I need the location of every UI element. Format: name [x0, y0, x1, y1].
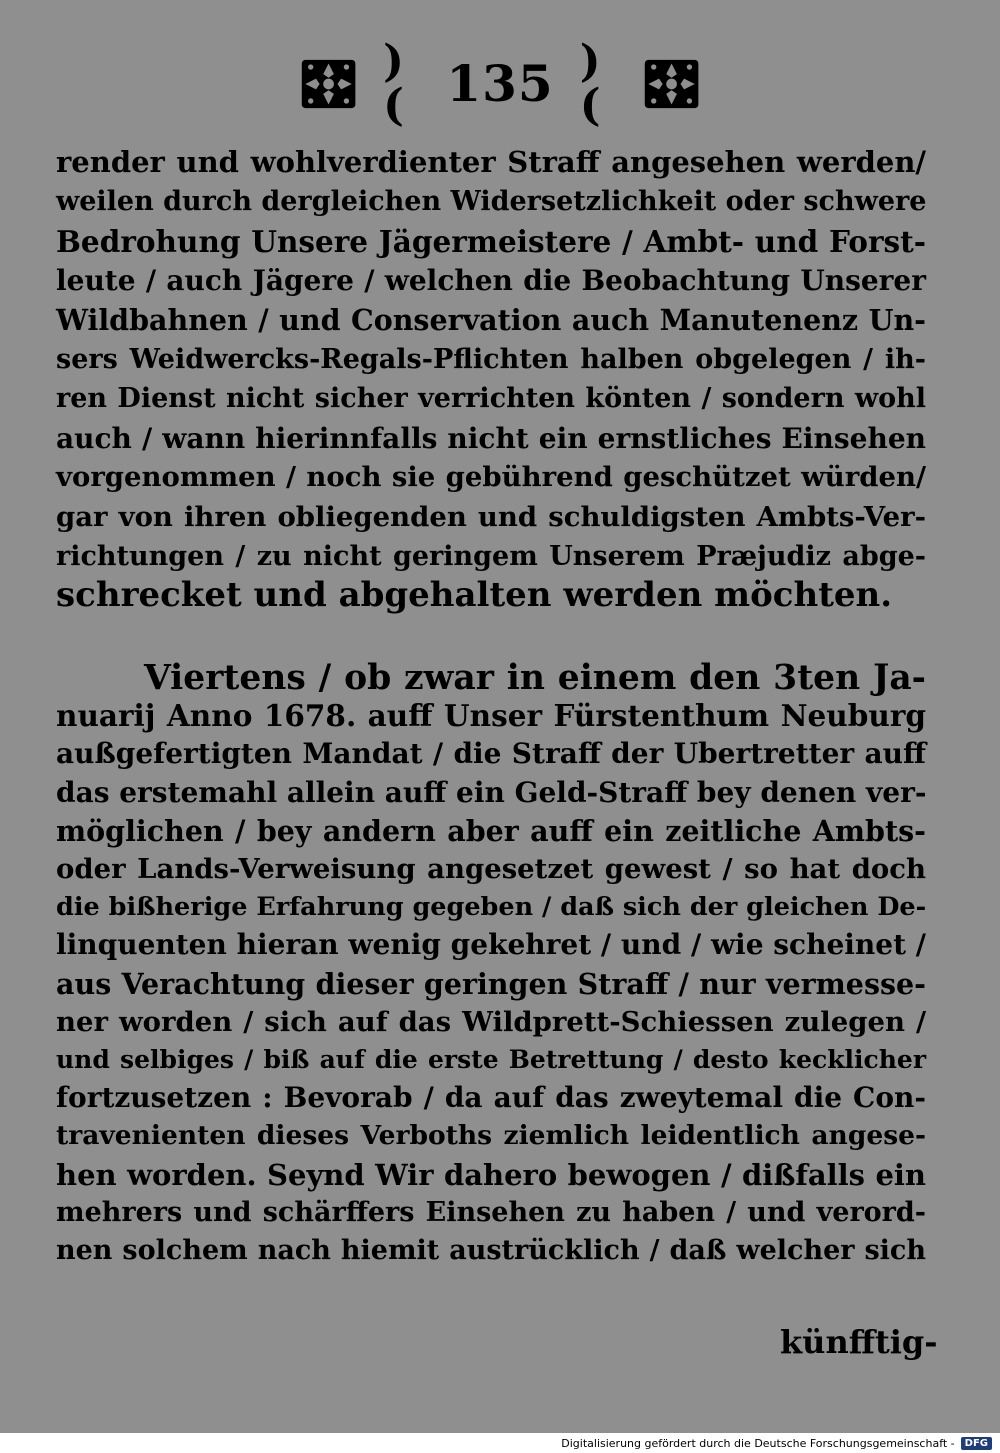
- text-line: oder Lands-Verweisung angesetzet gewest / so hat doch: [56, 853, 926, 886]
- text-line: nen solchem nach hiemit austrücklich / daß welcher sich: [56, 1235, 926, 1267]
- text-line: nuarij Anno 1678. auff Unser Fürstenthum Neuburg: [56, 698, 926, 734]
- text-line: Viertens / ob zwar in einem den 3ten Ja-: [144, 658, 926, 698]
- floral-ornament-icon: [300, 55, 357, 113]
- text-line: die bißherige Erfahrung gegeben / daß sich der gleichen De-: [56, 892, 927, 923]
- page-header: [300, 36, 700, 131]
- text-line: mehrers und schärffers Einsehen zu haben / und verord-: [56, 1196, 926, 1228]
- text-line: fortzusetzen : Bevorab / da auf das zweytemal die Con-: [56, 1081, 926, 1115]
- text-line: aus Verachtung dieser geringen Straff / nur vermesse-: [56, 966, 926, 1001]
- dfg-logo: DFG: [961, 1437, 992, 1450]
- text-line: ner worden / sich auf das Wildprett-Schiessen zulegen /: [56, 1005, 926, 1038]
- left-paren: )(: [383, 36, 404, 131]
- text-line: gar von ihren obliegenden und schuldigsten Ambts-Ver-: [56, 500, 926, 533]
- text-line: vorgenommen / noch sie gebührend geschützet würden/: [56, 461, 926, 494]
- text-line: auch / wann hierinnfalls nicht ein ernstliches Einsehen: [56, 421, 926, 455]
- text-line: richtungen / zu nicht geringem Unserem Præjudiz abge-: [56, 541, 926, 573]
- text-line: travenienten dieses Verboths ziemlich leidentlich angese-: [56, 1120, 926, 1152]
- text-line: Bedrohung Unsere Jägermeistere / Ambt- und Forst-: [56, 223, 926, 259]
- text-line: linquenten hieran wenig gekehret / und / wie scheinet /: [56, 928, 926, 962]
- right-paren: )(: [579, 36, 601, 131]
- text-line: render und wohlverdienter Straff angesehen werden/: [56, 145, 926, 179]
- text-line: möglichen / bey andern aber auff ein zeitliche Ambts-: [56, 813, 926, 848]
- footer-bar: [0, 1433, 1000, 1453]
- paragraph-1: [56, 143, 926, 616]
- text-line: weilen durch dergleichen Widersetzlichkeit oder schwere: [56, 186, 927, 218]
- text-line: hen worden. Seynd Wir dahero bewogen / dißfalls ein: [56, 1157, 926, 1192]
- page-number: 135: [446, 54, 554, 113]
- footer-credit: Digitalisierung gefördert durch die Deutsche Forschungsgemeinschaft -: [561, 1436, 955, 1450]
- paragraph-2: [56, 659, 926, 1270]
- text-line: schrecket und abgehalten werden möchten.: [56, 575, 893, 616]
- text-line: das erstemahl allein auff ein Geld-Straff bey denen ver-: [56, 775, 927, 809]
- text-line: sers Weidwercks-Regals-Pflichten halben obgelegen / ih-: [56, 344, 926, 376]
- floral-ornament-icon: [643, 55, 700, 113]
- text-line: ren Dienst nicht sicher verrichten könten / sondern wohl: [56, 383, 926, 415]
- text-line: Wildbahnen / und Conservation auch Manutenenz Un-: [56, 302, 926, 337]
- text-line: außgefertigten Mandat / die Straff der Ubertretter auff: [56, 737, 926, 771]
- text-line: leute / auch Jägere / welchen die Beobachtung Unserer: [56, 264, 926, 298]
- catchword: künfftig-: [780, 1323, 938, 1361]
- text-line: und selbiges / biß auf die erste Betrettung / desto kecklicher: [56, 1045, 926, 1075]
